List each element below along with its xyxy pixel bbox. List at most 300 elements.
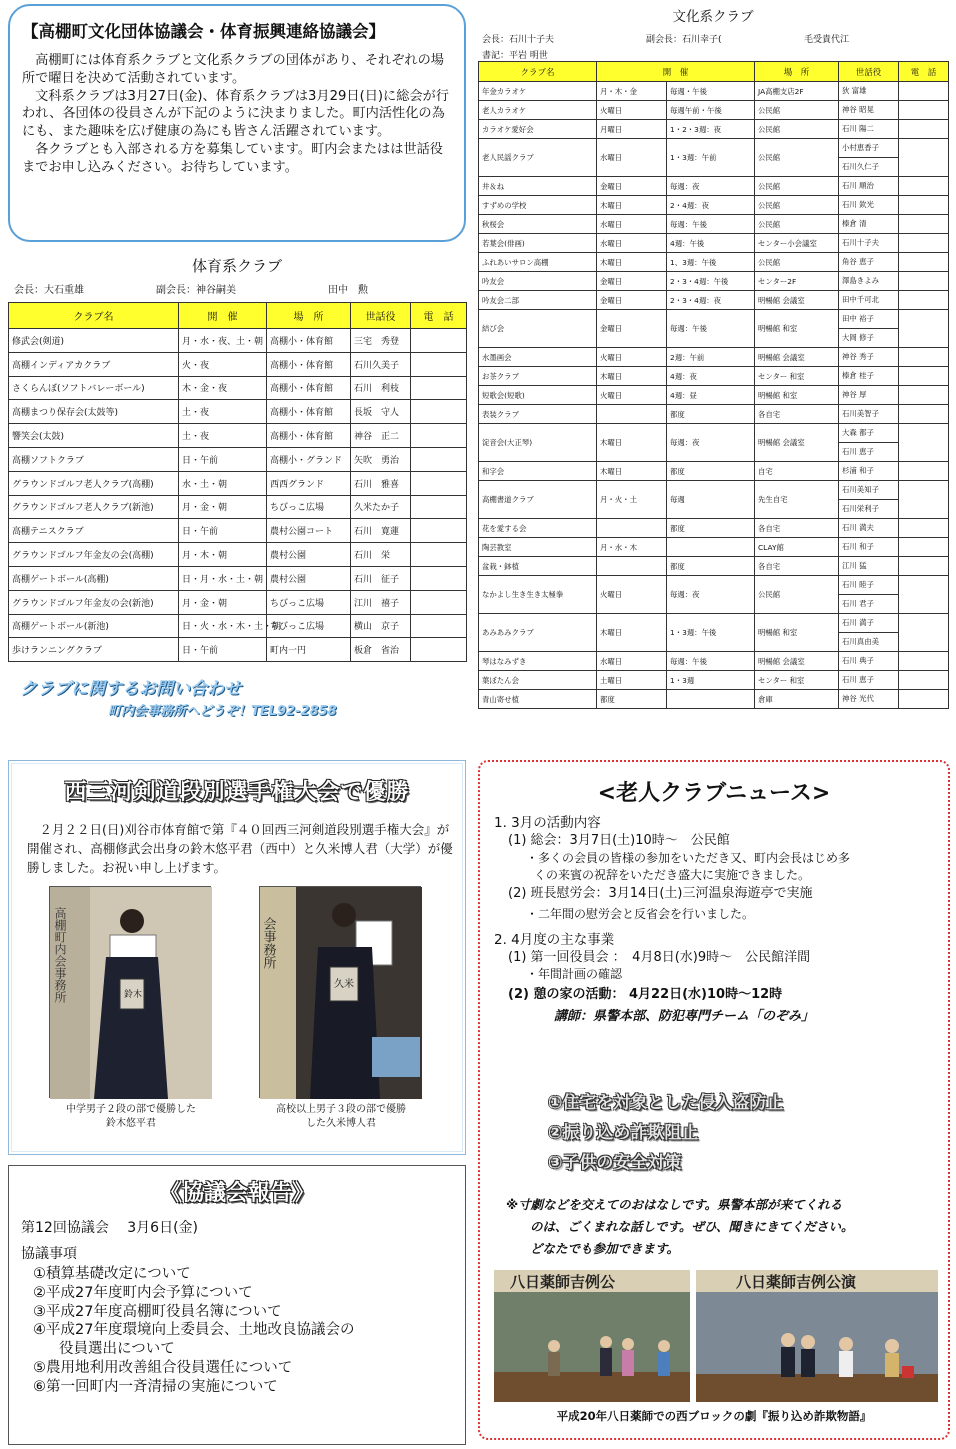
table-cell: 木・金・夜: [179, 376, 267, 400]
agenda-item: ④平成27年度環境向上委員会、土地改良協議会の: [33, 1322, 355, 1339]
table-cell: グラウンドゴルフ老人クラブ(新池): [9, 495, 179, 519]
table-cell: 毎週：午後: [667, 652, 755, 671]
photo-sign-text: 会事務所: [260, 917, 276, 969]
table-cell: 農村公園: [267, 566, 351, 590]
staff-name: 神谷 厚: [842, 390, 867, 399]
staff-cell: [839, 101, 899, 120]
table-cell: 木曜日: [597, 367, 667, 386]
table-cell: 都度: [667, 519, 755, 538]
kendo-title: 西三河剣道段別選手権大会で優勝: [64, 780, 410, 805]
news-section-2: 2. 4月度の主な事業: [494, 931, 615, 948]
news-note: ・多くの会員の皆様の参加をいただき又、町内会長はじめ多: [526, 850, 851, 865]
table-cell: センター 和室: [755, 671, 839, 690]
table-cell: 吟友会: [479, 272, 597, 291]
sports-officers: [8, 278, 466, 302]
kendo-photo-1-image: [50, 887, 212, 1099]
table-row: [479, 196, 949, 215]
table-cell: 自宅: [755, 462, 839, 481]
table-cell: 琴はなみずき: [479, 652, 597, 671]
phone-cell: [899, 82, 949, 101]
table-cell: さくらんぼ(ソフトバレーボール): [9, 376, 179, 400]
staff-name: 石川 欽光: [842, 200, 874, 209]
table-cell: 木曜日: [597, 462, 667, 481]
table-cell: 高棚小・体育館: [267, 329, 351, 353]
stage-photo-2: [696, 1270, 938, 1402]
table-cell: 花を愛する会: [479, 519, 597, 538]
table-cell: 水墨画会: [479, 348, 597, 367]
phone-cell: [899, 690, 949, 709]
table-cell: 火曜日: [597, 386, 667, 405]
table-cell: 若葉会(俳画): [479, 234, 597, 253]
table-cell: 金曜日: [597, 272, 667, 291]
table-cell: 明暢館 会議室: [755, 291, 839, 310]
staff-name: 石川 満子: [842, 618, 874, 627]
news-note: くの来賓の祝辞をいただき盛大に実施できました。: [534, 868, 811, 882]
table-row: [479, 652, 949, 671]
table-cell: JA高棚支店2F: [755, 82, 839, 101]
table-cell: [667, 690, 755, 709]
kendo-article: [8, 760, 466, 1155]
phone-cell: [899, 405, 949, 424]
phone-cell: [899, 196, 949, 215]
table-cell: 金曜日: [597, 177, 667, 196]
news-title: <老人クラブニュース>: [597, 781, 831, 806]
table-cell: 高棚テニスクラブ: [9, 519, 179, 543]
staff-cell: [839, 538, 899, 557]
table-cell: 石川 征子: [351, 566, 411, 590]
col-header: クラブ名: [479, 62, 597, 82]
table-cell: 毎週午前・午後: [667, 101, 755, 120]
col-header: 場 所: [267, 303, 351, 329]
table-cell: 年金カラオケ: [479, 82, 597, 101]
phone-cell: [899, 367, 949, 386]
contact-line-2: 町内会事務所へどうぞ！TEL92-2858: [108, 704, 337, 719]
caption-line: した久米博人君: [306, 1118, 376, 1129]
table-cell: 4週：午後: [667, 234, 755, 253]
table-cell: [411, 447, 467, 471]
table-cell: [411, 495, 467, 519]
agenda-item: ⑤農用地利用改善組合役員選任について: [33, 1359, 293, 1376]
table-row: [9, 519, 467, 543]
table-cell: 長坂 守人: [351, 400, 411, 424]
table-cell: 公民館: [755, 101, 839, 120]
table-cell: 農村公園コート: [267, 519, 351, 543]
intro-paragraph: 各クラブとも入部される方を募集しています。町内会またはは世話役までお申し込みください。お待ちしています。: [22, 141, 443, 175]
staff-cell: [839, 671, 899, 690]
stage-photo-1: [494, 1270, 690, 1402]
table-cell: 日・火・水・木・土・朝: [179, 614, 267, 638]
table-cell: 月・木・金: [597, 82, 667, 101]
table-cell: 毎週：午後: [667, 310, 755, 348]
caption-line: 中学男子２段の部で優勝した: [66, 1104, 196, 1115]
agenda-item: ⑥第一回町内一斉清掃の実施について: [33, 1378, 278, 1395]
table-cell: なかよし生き生き太極拳: [479, 576, 597, 614]
culture-officers: [478, 28, 948, 61]
staff-cell: [839, 82, 899, 101]
table-cell: 土・夜: [179, 424, 267, 448]
table-cell: 石川久美子: [351, 352, 411, 376]
news-item: (2) 班長慰労会：3月14日(土)三河温泉海遊亭で実施: [508, 885, 813, 901]
culture-vice-president-2: 毛受貴代江: [804, 35, 850, 45]
news-section-1: 1. 3月の活動内容: [494, 815, 601, 831]
table-cell: 明暢館 会議室: [755, 424, 839, 462]
table-cell: 西西グランド: [267, 471, 351, 495]
table-cell: 公民館: [755, 196, 839, 215]
table-cell: 明暢館 和室: [755, 386, 839, 405]
table-cell: グラウンドゴルフ年金友の会(新池): [9, 590, 179, 614]
phone-cell: [899, 215, 949, 234]
col-header: 電 話: [899, 62, 949, 82]
table-cell: 毎週・午後: [667, 82, 755, 101]
staff-cell: [839, 177, 899, 196]
table-cell: 高棚小・体育館: [267, 400, 351, 424]
table-cell: 表装クラブ: [479, 405, 597, 424]
table-row: [9, 638, 467, 662]
table-cell: 盆栽・鉢植: [479, 557, 597, 576]
staff-cell: [839, 614, 899, 652]
table-row: [479, 690, 949, 709]
table-cell: センター2F: [755, 272, 839, 291]
table-cell: 公民館: [755, 215, 839, 234]
sports-contact: [20, 672, 460, 722]
table-cell: 月・金・朝: [179, 590, 267, 614]
sports-vice-president-2: 田中 勲: [328, 285, 368, 296]
phone-cell: [899, 557, 949, 576]
table-cell: 神谷 正二: [351, 424, 411, 448]
table-cell: 明暢館 和室: [755, 310, 839, 348]
table-cell: [597, 405, 667, 424]
sports-table-body: [9, 329, 467, 662]
table-row: [479, 272, 949, 291]
table-row: [479, 253, 949, 272]
table-cell: 水曜日: [597, 234, 667, 253]
table-cell: 石川 寛蓮: [351, 519, 411, 543]
table-cell: 高棚ソフトクラブ: [9, 447, 179, 471]
staff-name: 石川久仁子: [839, 157, 898, 176]
table-cell: [411, 471, 467, 495]
table-cell: 日・午前: [179, 519, 267, 543]
kendo-body: ２月２２日(日)刈谷市体育館で第『４０回西三河剣道段別選手権大会』が開催され、高棚修武会出身の鈴木悠平君（西中）と久米博人君（大学）が優勝しました。お祝い申し上げます。: [27, 822, 453, 875]
staff-cell: [839, 690, 899, 709]
table-cell: 石川 雅喜: [351, 471, 411, 495]
table-row: [9, 352, 467, 376]
table-cell: 水曜日: [597, 139, 667, 177]
staff-name: 石川美知子: [842, 485, 879, 494]
table-cell: 1・2・3週：夜: [667, 120, 755, 139]
staff-name: 小村恵香子: [842, 143, 879, 152]
table-cell: 石川 利枝: [351, 376, 411, 400]
table-cell: [597, 557, 667, 576]
staff-name: 石川 恵子: [839, 442, 898, 461]
table-row: [479, 348, 949, 367]
table-cell: [411, 376, 467, 400]
staff-name: 石川 典子: [842, 656, 874, 665]
staff-cell: [839, 234, 899, 253]
table-cell: 高棚ゲートボール(新池): [9, 614, 179, 638]
culture-title: 文化系クラブ: [672, 9, 754, 25]
table-cell: 板倉 省治: [351, 638, 411, 662]
table-row: [479, 177, 949, 196]
staff-cell: [839, 348, 899, 367]
table-cell: 1、3週：午後: [667, 253, 755, 272]
staff-cell: [839, 215, 899, 234]
table-cell: [411, 638, 467, 662]
sports-vice-president: 副会長：神谷嗣美: [156, 285, 236, 296]
phone-cell: [899, 139, 949, 177]
news-item: (2) 憩の家の活動： 4月22日(水)10時～12時: [508, 986, 783, 1002]
col-header: 開 催: [179, 303, 267, 329]
kendo-caption-1: [31, 1103, 231, 1131]
table-cell: 高棚小・体育館: [267, 376, 351, 400]
table-cell: 先生自宅: [755, 481, 839, 519]
staff-name: 石川 恵子: [842, 675, 874, 684]
table-row: [479, 576, 949, 614]
table-cell: 1・3週：午後: [667, 614, 755, 652]
table-cell: グラウンドゴルフ老人クラブ(高棚): [9, 471, 179, 495]
table-cell: ふれあいサロン高棚: [479, 253, 597, 272]
table-cell: 三宅 秀登: [351, 329, 411, 353]
table-cell: 明暢館 会議室: [755, 652, 839, 671]
table-cell: [411, 424, 467, 448]
phone-cell: [899, 272, 949, 291]
table-row: [479, 671, 949, 690]
table-cell: 修武会(剣道): [9, 329, 179, 353]
staff-name: 杉浦 和子: [842, 466, 874, 475]
table-cell: 明暢館 和室: [755, 614, 839, 652]
table-cell: ちびっこ広場: [267, 495, 351, 519]
table-row: [479, 234, 949, 253]
phone-cell: [899, 386, 949, 405]
table-cell: 吟友会二部: [479, 291, 597, 310]
phone-cell: [899, 101, 949, 120]
table-cell: 公民館: [755, 576, 839, 614]
phone-cell: [899, 462, 949, 481]
elder-club-news: [478, 760, 950, 1440]
table-header-row: [479, 62, 949, 82]
staff-name: 石川 君子: [839, 594, 898, 613]
news-note: ・年間計画の確認: [526, 967, 623, 981]
table-cell: ちびっこ広場: [267, 590, 351, 614]
table-cell: 4週：夜: [667, 367, 755, 386]
table-cell: 月・金・朝: [179, 495, 267, 519]
table-cell: 農村公園: [267, 543, 351, 567]
phone-cell: [899, 652, 949, 671]
council-agenda-label: 協議事項: [21, 1246, 77, 1262]
col-header: 場 所: [755, 62, 839, 82]
staff-cell: [839, 519, 899, 538]
staff-name: 石川 睦子: [842, 580, 874, 589]
phone-cell: [899, 576, 949, 614]
staff-cell: [839, 462, 899, 481]
col-header: 開 催: [597, 62, 755, 82]
table-cell: 高棚小・体育館: [267, 424, 351, 448]
agenda-item: ①積算基礎改定について: [33, 1266, 191, 1282]
news-measures: [494, 1088, 934, 1178]
table-cell: 井＆ね: [479, 177, 597, 196]
council-agenda-list: [21, 1265, 453, 1397]
table-cell: 明暢館 会議室: [755, 348, 839, 367]
table-cell: 響笑会(太鼓): [9, 424, 179, 448]
table-row: [479, 386, 949, 405]
staff-cell: [839, 405, 899, 424]
phone-cell: [899, 424, 949, 462]
table-header-row: [9, 303, 467, 329]
phone-cell: [899, 614, 949, 652]
staff-cell: [839, 557, 899, 576]
note-line: のは、ごくまれな話しです。ぜひ、聞きにきてください。: [530, 1219, 854, 1234]
phone-cell: [899, 348, 949, 367]
table-cell: 公民館: [755, 120, 839, 139]
staff-name: 石川 和子: [842, 542, 874, 551]
news-lecturer: 講師：県警本部、防犯専門チーム「のぞみ」: [554, 1009, 815, 1024]
col-header: 世話役: [351, 303, 411, 329]
sports-club-table: [8, 302, 467, 662]
staff-name: 石川 陽二: [842, 124, 874, 133]
phone-cell: [899, 519, 949, 538]
table-cell: 高棚小・グランド: [267, 447, 351, 471]
kendo-photo-2: [259, 886, 421, 1098]
sports-clubs-section: [8, 254, 466, 662]
agenda-item: ②平成27年度町内会予算について: [33, 1284, 253, 1301]
table-cell: 秋桜会: [479, 215, 597, 234]
table-cell: 各自宅: [755, 405, 839, 424]
table-cell: 毎週：夜: [667, 576, 755, 614]
council-title: 《協議会報告》: [159, 1181, 314, 1206]
staff-name: 神谷 秀子: [842, 352, 874, 361]
intro-paragraph: 文科系クラブは3月27日(金)、体育系クラブは3月29日(日)に総会が行われ、各団体の役員さんが下記のように決まりました。町内活性化の為にも、また趣味を広げ健康の為にも皆さん活躍されています。: [22, 88, 449, 140]
table-cell: 1・3週: [667, 671, 755, 690]
stage-photo-2-image: [696, 1270, 938, 1402]
staff-cell: [839, 196, 899, 215]
measure-item: ③子供の安全対策: [548, 1153, 682, 1173]
phone-cell: [899, 310, 949, 348]
staff-name: 石川美智子: [842, 409, 879, 418]
table-cell: グラウンドゴルフ年金友の会(高棚): [9, 543, 179, 567]
culture-club-table: [478, 61, 949, 709]
table-cell: 月・火・土: [597, 481, 667, 519]
table-row: [479, 82, 949, 101]
intro-title: 【高棚町文化団体協議会・体育振興連絡協議会】: [22, 22, 385, 41]
table-cell: 陶芸教室: [479, 538, 597, 557]
table-cell: 日・月・水・土・朝: [179, 566, 267, 590]
table-cell: 町内一円: [267, 638, 351, 662]
staff-cell: [839, 576, 899, 614]
staff-cell: [839, 120, 899, 139]
staff-name: 石川真由美: [839, 632, 898, 651]
table-cell: 老人民謡クラブ: [479, 139, 597, 177]
intro-body: [22, 52, 450, 177]
table-cell: 歩けランニングクラブ: [9, 638, 179, 662]
stage-photo-1-image: [494, 1270, 690, 1402]
col-header: 電 話: [411, 303, 467, 329]
staff-name: 大岡 修子: [839, 328, 898, 347]
news-item: (1) 第一回役員会 ： 4月8日(水)9時～ 公民館洋間: [508, 949, 811, 965]
table-cell: 2・3・4週：午後: [667, 272, 755, 291]
photo-nametag: 鈴木: [124, 990, 143, 1000]
table-cell: 木曜日: [597, 424, 667, 462]
table-row: [9, 543, 467, 567]
phone-cell: [899, 291, 949, 310]
staff-cell: [839, 367, 899, 386]
table-cell: 各自宅: [755, 519, 839, 538]
caption-line: 鈴木悠平君: [106, 1118, 156, 1129]
table-cell: [411, 329, 467, 353]
table-row: [9, 376, 467, 400]
caption-line: 高校以上男子３段の部で優勝: [276, 1104, 406, 1115]
table-cell: 矢吹 勇治: [351, 447, 411, 471]
phone-cell: [899, 538, 949, 557]
table-row: [9, 590, 467, 614]
culture-table-body: [479, 82, 949, 709]
table-cell: 公民館: [755, 139, 839, 177]
phone-cell: [899, 253, 949, 272]
table-row: [479, 424, 949, 462]
table-cell: すずめの学校: [479, 196, 597, 215]
news-note: ・二年間の慰労会と反省会を行いました。: [526, 907, 755, 921]
table-cell: 水・土・朝: [179, 471, 267, 495]
council-date: 第12回協議会 3月6日(金): [21, 1220, 199, 1236]
news-item: (1) 総会：3月7日(土)10時～ 公民館: [508, 833, 730, 848]
table-row: [9, 471, 467, 495]
table-cell: お茶クラブ: [479, 367, 597, 386]
table-cell: 金曜日: [597, 291, 667, 310]
table-cell: 都度: [667, 462, 755, 481]
table-cell: 火・夜: [179, 352, 267, 376]
staff-name: 石川 順治: [842, 181, 874, 190]
table-cell: 都度: [597, 690, 667, 709]
table-cell: ちびっこ広場: [267, 614, 351, 638]
table-cell: 高棚まつり保存会(太鼓等): [9, 400, 179, 424]
staff-name: 田中 裕子: [842, 314, 874, 323]
table-cell: 倉庫: [755, 690, 839, 709]
col-header: 世話役: [839, 62, 899, 82]
staff-cell: [839, 386, 899, 405]
table-cell: 高棚小・体育館: [267, 352, 351, 376]
phone-cell: [899, 234, 949, 253]
table-cell: 2・4週：夜: [667, 196, 755, 215]
contact-line-1: クラブに関するお問い合わせ: [20, 679, 241, 699]
intro-box: [8, 4, 466, 242]
table-cell: 火曜日: [597, 348, 667, 367]
table-row: [479, 120, 949, 139]
intro-paragraph: 高棚町には体育系クラブと文化系クラブの団体があり、それぞれの場所で曜日を決めて活動されています。: [22, 53, 444, 86]
phone-cell: [899, 481, 949, 519]
staff-name: 神谷 光代: [842, 694, 874, 703]
table-cell: CLAY館: [755, 538, 839, 557]
culture-president: 会長：石川十子夫: [482, 35, 555, 45]
table-cell: 青山寄せ植: [479, 690, 597, 709]
col-header: クラブ名: [9, 303, 179, 329]
staff-name: 石川 満夫: [842, 523, 874, 532]
table-row: [9, 566, 467, 590]
table-cell: 淀音会(大正琴): [479, 424, 597, 462]
table-cell: 月曜日: [597, 120, 667, 139]
culture-secretary: 書記：平岩 明世: [482, 51, 548, 61]
staff-name: 榛倉 桂子: [842, 371, 874, 380]
table-cell: [597, 519, 667, 538]
table-cell: 木曜日: [597, 196, 667, 215]
kendo-photo-2-image: [260, 887, 422, 1099]
staff-cell: [839, 310, 899, 348]
table-cell: 月・水・木: [597, 538, 667, 557]
phone-cell: [899, 177, 949, 196]
table-cell: 短歌会(短歌): [479, 386, 597, 405]
agenda-item: 役員選出について: [59, 1341, 175, 1358]
table-cell: 都度: [667, 405, 755, 424]
table-row: [9, 400, 467, 424]
staff-name: 澤島きよみ: [842, 276, 879, 285]
table-cell: 木曜日: [597, 614, 667, 652]
